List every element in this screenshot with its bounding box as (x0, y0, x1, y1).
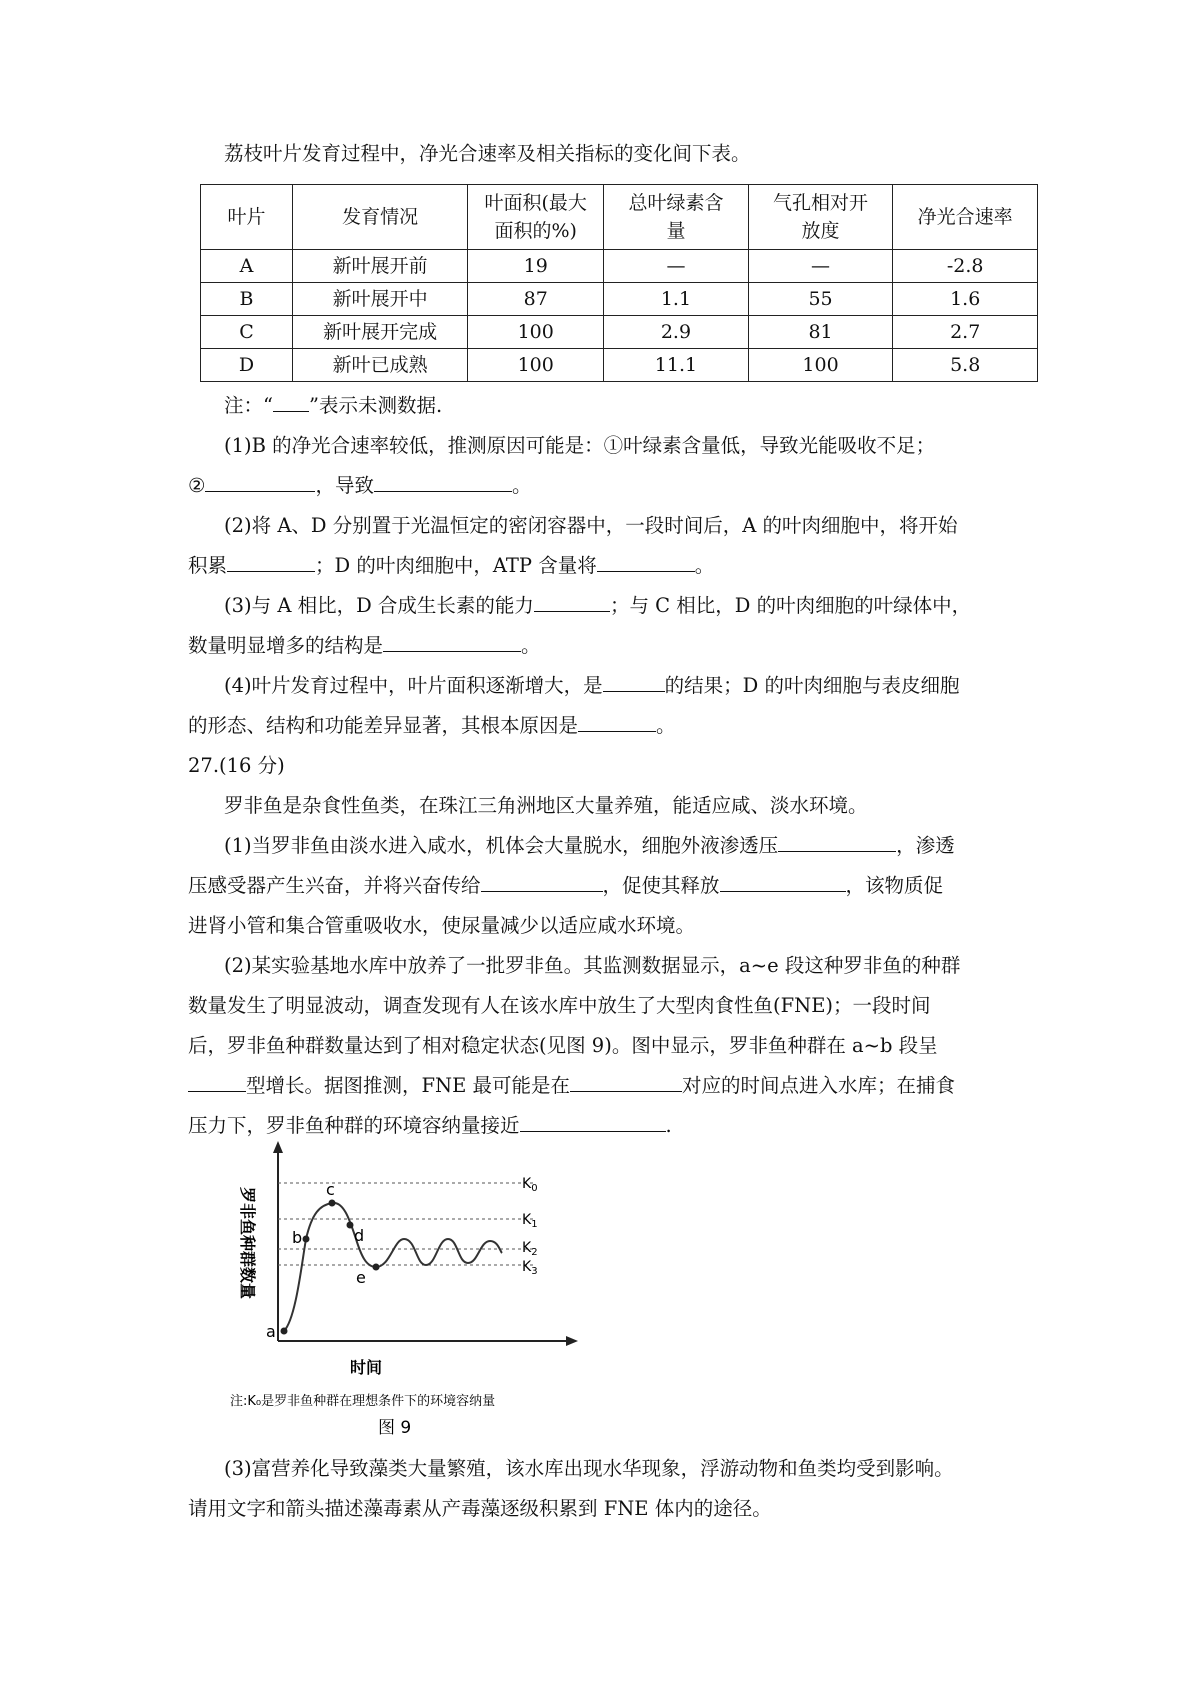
note-post: ”表示未测数据. (308, 394, 443, 417)
table-cell: 5.8 (893, 349, 1038, 382)
q27-part2-line-3: 后，罗非鱼种群数量达到了相对稳定状态(见图 9)。图中显示，罗非鱼种群在 a~b 段呈 (188, 1034, 938, 1057)
q27-p1-text-c: 压感受器产生兴奋，并将兴奋传给 (188, 874, 481, 897)
answer-blank (188, 1073, 246, 1092)
q27-part3-line-1: (3)富营养化导致藻类大量繁殖，该水库出现水华现象，浮游动物和鱼类均受到影响。 (224, 1457, 954, 1480)
question-4-line-2 (188, 712, 1028, 739)
question-4-line-1 (224, 672, 1064, 699)
q27-p2-text-g: . (665, 1114, 672, 1137)
note-pre: 注：“ (224, 394, 273, 417)
table-cell: 1.6 (893, 283, 1038, 316)
table-cell: 2.7 (893, 316, 1038, 349)
k-label: $K_1$ (522, 1212, 538, 1230)
table-cell: 100 (468, 316, 604, 349)
q27-part1-line-3: 进肾小管和集合管重吸收水，使尿量减少以适应咸水环境。 (188, 914, 696, 937)
k-label: $K_0$ (522, 1176, 538, 1194)
q27-part1-line-1 (224, 832, 1064, 859)
point-label-a: a (266, 1322, 276, 1341)
table-cell: 81 (748, 316, 893, 349)
x-axis-arrow-icon (566, 1336, 578, 1346)
q4-text-a: (4)叶片发育过程中，叶片面积逐渐增大，是 (224, 674, 603, 697)
figure-note: 注:K₀是罗非鱼种群在理想条件下的环境容纳量 (230, 1394, 496, 1409)
answer-blank (578, 713, 656, 732)
q27-part2-line-4 (188, 1072, 1028, 1099)
point-a (281, 1328, 288, 1335)
leaf-data-table (200, 184, 1038, 382)
question-3-line-2 (188, 632, 1028, 659)
table-cell: 19 (468, 250, 604, 283)
question-2-line-1: (2)将 A、D 分别置于光温恒定的密闭容器中，一段时间后，A 的叶肉细胞中，将开始 (224, 514, 958, 537)
table-cell: 100 (468, 349, 604, 382)
table-cell: A (201, 250, 293, 283)
answer-blank (534, 593, 610, 612)
table-cell: D (201, 349, 293, 382)
circled-number-2: ② (188, 474, 206, 497)
table-cell: 11.1 (604, 349, 749, 382)
answer-blank (227, 553, 315, 572)
population-curve (284, 1203, 502, 1331)
table-cell: -2.8 (893, 250, 1038, 283)
q3-text-d: 。 (521, 634, 541, 657)
q27-p1-text-d: ，促使其释放 (602, 874, 720, 897)
q27-part2-line-1: (2)某实验基地水库中放养了一批罗非鱼。其监测数据显示，a~e 段这种罗非鱼的种群 (224, 954, 961, 977)
table-header-cell (748, 185, 893, 250)
x-axis-label: 时间 (350, 1358, 383, 1377)
table-cell: 新叶已成熟 (293, 349, 468, 382)
q27-p1-text-b: ，渗透 (896, 834, 955, 857)
q3-text-a: (3)与 A 相比，D 合成生长素的能力 (224, 594, 534, 617)
q27-p1-text-a: (1)当罗非鱼由淡水进入咸水，机体会大量脱水，细胞外液渗透压 (224, 834, 779, 857)
y-axis-label: 罗非鱼种群数量 (238, 1187, 257, 1300)
q3-text-b: ；与 C 相比，D 的叶肉细胞的叶绿体中， (609, 594, 972, 617)
table-header-cell (604, 185, 749, 250)
answer-blank (520, 1113, 666, 1132)
answer-blank (603, 673, 665, 692)
question-27-intro: 罗非鱼是杂食性鱼类，在珠江三角洲地区大量养殖，能适应咸、淡水环境。 (224, 794, 868, 817)
table-header-cell: 净光合速率 (893, 185, 1038, 250)
question-2-line-2 (188, 552, 1028, 579)
q4-text-b: 的结果；D 的叶肉细胞与表皮细胞 (664, 674, 960, 697)
question-27-title: 27.(16 分) (188, 754, 285, 777)
q1-text-e: 。 (512, 474, 532, 497)
answer-blank (205, 473, 315, 492)
q4-text-d: 。 (656, 714, 676, 737)
q3-text-c: 数量明显增多的结构是 (188, 634, 384, 657)
q27-p1-text-e: ，该物质促 (845, 874, 944, 897)
table-note (224, 392, 1064, 419)
point-label-d: d (354, 1226, 365, 1245)
table-header-row (201, 185, 1038, 250)
table-header-cell: 发育情况 (293, 185, 468, 250)
table-row (201, 349, 1038, 382)
q2-text-d: 。 (694, 554, 715, 577)
question-1-line-2 (188, 472, 1028, 499)
circled-number-1: ① (603, 434, 624, 457)
table-cell: 新叶展开前 (293, 250, 468, 283)
header-stomata: 气孔相对开 放度 (773, 192, 869, 242)
table-cell: 100 (748, 349, 893, 382)
q1-text-d: ，导致 (315, 474, 374, 497)
table-cell: 2.9 (604, 316, 749, 349)
q27-part3-line-2: 请用文字和箭头描述藻毒素从产毒藻逐级积累到 FNE 体内的途径。 (188, 1497, 772, 1520)
table-header-cell: 叶片 (201, 185, 293, 250)
k-label: $K_2$ (522, 1240, 538, 1258)
table-cell: 55 (748, 283, 893, 316)
table-cell: 87 (468, 283, 604, 316)
answer-blank (597, 553, 695, 572)
question-1-line-1 (224, 432, 1064, 459)
y-axis-arrow-icon (273, 1141, 283, 1153)
table-intro: 荔枝叶片发育过程中，净光合速率及相关指标的变化间下表。 (224, 142, 751, 165)
table-cell: 1.1 (604, 283, 749, 316)
q27-p2-text-e: 对应的时间点进入水库；在捕食 (682, 1074, 956, 1097)
q2-text-b: 积累 (188, 554, 228, 577)
q1-text-a: (1)B 的净光合速率较低，推测原因可能是： (224, 434, 604, 457)
table-row (201, 250, 1038, 283)
q27-part2-line-2: 数量发生了明显波动，调查发现有人在该水库中放生了大型肉食性鱼(FNE)；一段时间 (188, 994, 931, 1017)
point-c (329, 1200, 336, 1207)
table-row (201, 283, 1038, 316)
answer-blank (720, 873, 846, 892)
header-chlorophyll: 总叶绿素含 量 (628, 192, 724, 242)
table-row (201, 316, 1038, 349)
table-cell: B (201, 283, 293, 316)
k-label: $K_3$ (522, 1259, 538, 1277)
answer-blank (778, 833, 896, 852)
table-header-cell (468, 185, 604, 250)
table-cell: 新叶展开中 (293, 283, 468, 316)
table-cell: 新叶展开完成 (293, 316, 468, 349)
table-cell: C (201, 316, 293, 349)
point-label-c: c (326, 1180, 335, 1199)
q27-p2-text-f: 压力下，罗非鱼种群的环境容纳量接近 (188, 1114, 520, 1137)
point-b (303, 1236, 310, 1243)
q4-text-c: 的形态、结构和功能差异显著，其根本原因是 (188, 714, 579, 737)
figure-caption: 图 9 (378, 1418, 412, 1438)
q27-part2-line-5 (188, 1112, 1028, 1139)
point-label-b: b (292, 1228, 303, 1247)
point-label-e: e (356, 1268, 366, 1287)
q27-p2-text-d: 型增长。据图推测，FNE 最可能是在 (246, 1074, 571, 1097)
answer-blank (374, 473, 512, 492)
answer-blank (383, 633, 521, 652)
table-cell: — (604, 250, 749, 283)
q27-part1-line-2 (188, 872, 1028, 899)
question-3-line-1 (224, 592, 1064, 619)
population-figure (230, 1141, 650, 1441)
q2-text-c: ；D 的叶肉细胞中，ATP 含量将 (315, 554, 597, 577)
header-leaf-area: 叶面积(最大 面积的%) (484, 192, 587, 242)
table-cell: — (748, 250, 893, 283)
point-d (347, 1222, 354, 1229)
answer-blank (570, 1073, 682, 1092)
note-blank (273, 393, 309, 412)
point-e (373, 1264, 380, 1271)
answer-blank (481, 873, 603, 892)
q1-text-b: 叶绿素含量低，导致光能吸收不足； (623, 434, 936, 457)
